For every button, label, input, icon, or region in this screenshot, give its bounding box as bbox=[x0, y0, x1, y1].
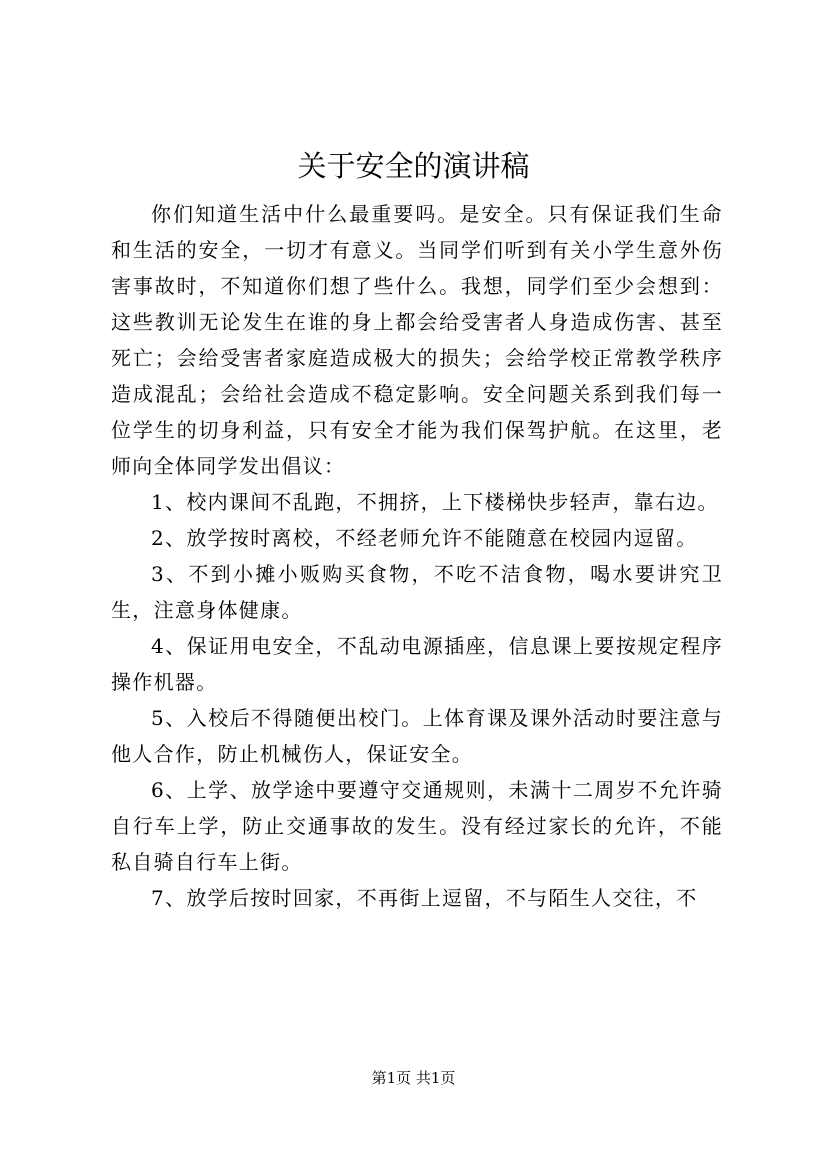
document-title: 关于安全的演讲稿 bbox=[297, 149, 530, 183]
page-footer: 第1页 共1页 bbox=[371, 1069, 456, 1087]
document-body bbox=[111, 196, 723, 916]
paragraph-item-2: 2、放学按时离校，不经老师允许不能随意在校园内逗留。 bbox=[151, 526, 698, 550]
paragraph-item-6: 6、上学、放学途中要遵守交通规则，未满十二周岁不允许骑自行车上学，防止交通事故的发生。没有经过家长的允许，不能私自骑自行车上街。 bbox=[111, 778, 723, 874]
paragraph-item-1: 1、校内课间不乱跑，不拥挤，上下楼梯快步轻声，靠右边。 bbox=[151, 490, 719, 514]
paragraph-intro: 你们知道生活中什么最重要吗。是安全。只有保证我们生命和生活的安全，一切才有意义。当同学们听到有关小学生意外伤害事故时，不知道你们想了些什么。我想，同学们至少会想到：这些教训无论发生在谁的身上都会给受害者人身造成伤害、甚至死亡；会给受害者家庭造成极大的损失；会给学校正常教学秩序造成混乱；会给社会造成不稳定影响。安全问题关系到我们每一位学生的切身利益，只有安全才能为我们保驾护航。在这里，老师向全体同学发出倡议： bbox=[111, 202, 723, 478]
paragraph-item-4: 4、保证用电安全，不乱动电源插座，信息课上要按规定程序操作机器。 bbox=[111, 634, 723, 694]
paragraph-item-5: 5、入校后不得随便出校门。上体育课及课外活动时要注意与他人合作，防止机械伤人，保证安全。 bbox=[111, 706, 723, 766]
paragraph-item-7: 7、放学后按时回家，不再街上逗留，不与陌生人交往，不 bbox=[151, 886, 698, 910]
paragraph-item-3: 3、不到小摊小贩购买食物，不吃不洁食物，喝水要讲究卫生，注意身体健康。 bbox=[111, 562, 723, 622]
